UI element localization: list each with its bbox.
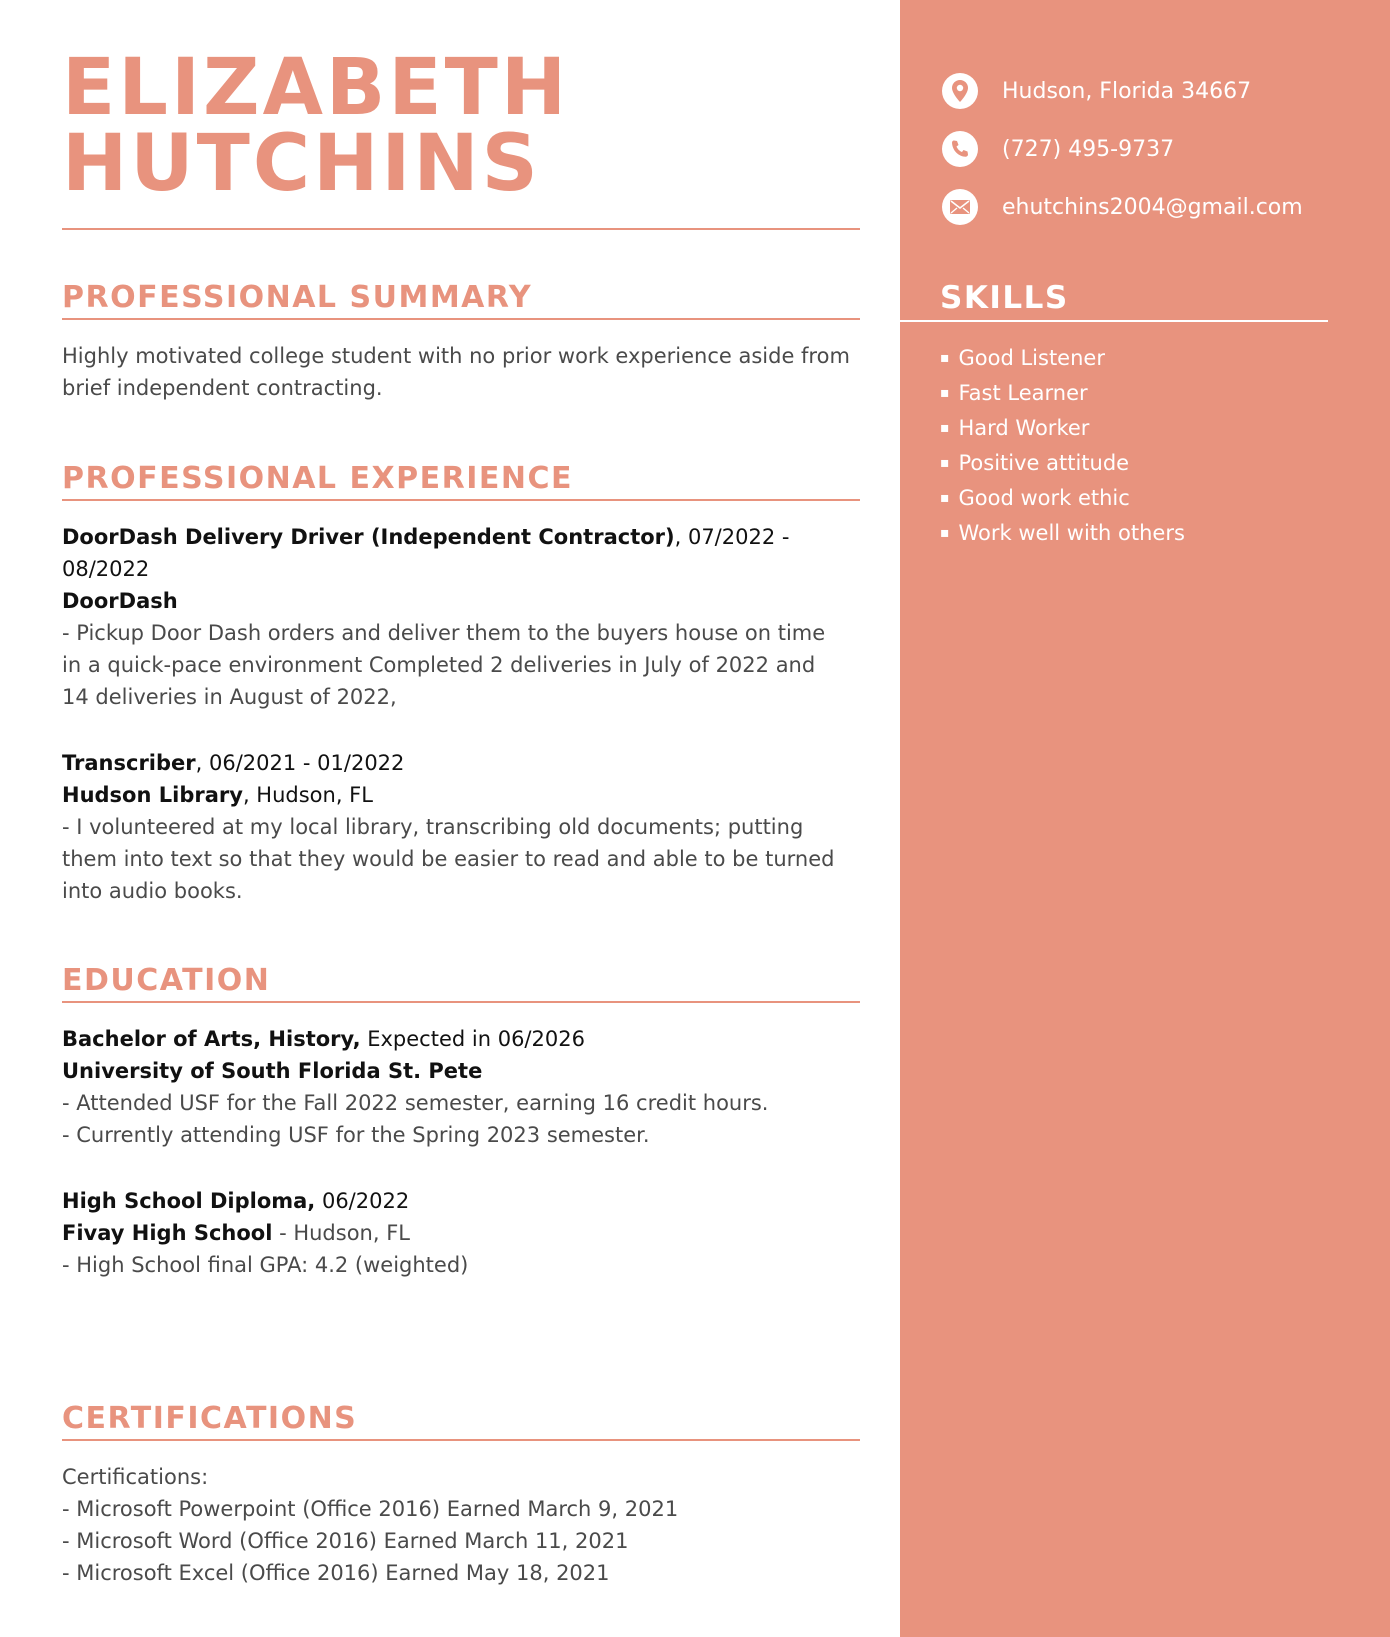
skill-item: ▪ Work well with others [940,517,1185,552]
skill-item: ▪ Positive attitude [940,447,1185,482]
job-dates: , 07/2022 - 08/2022 [62,525,790,581]
certification-line: - Microsoft Word (Office 2016) Earned March 11, 2021 [62,1529,629,1553]
education-heading [62,1185,862,1217]
summary-text: Highly motivated college student with no prior work experience aside from brief independent contracting. [62,344,850,400]
job-employer: DoorDash [62,589,178,613]
location-pin-icon [942,73,978,109]
school-name: University of South Florida St. Pete [62,1059,483,1083]
summary-title: PROFESSIONAL SUMMARY [62,280,533,315]
job-location: , Hudson, FL [242,783,373,807]
phone-icon [942,131,978,167]
skill-item: ▪ Hard Worker [940,412,1185,447]
education-detail: - Attended USF for the Fall 2022 semester, earning 16 credit hours. [62,1091,769,1115]
education-divider [62,1001,860,1003]
education-detail: - High School final GPA: 4.2 (weighted) [62,1253,469,1277]
education-entry [62,1023,862,1151]
email-text[interactable]: ehutchins2004@gmail.com [1002,194,1303,220]
school-line [62,1217,862,1249]
school-location: - Hudson, FL [272,1221,410,1245]
name-divider [62,228,860,230]
education-title: EDUCATION [62,963,271,998]
job-heading [62,747,862,779]
certifications-title: CERTIFICATIONS [62,1401,358,1436]
summary-divider [62,318,860,320]
envelope-icon [942,189,978,225]
job-role: Transcriber [62,751,196,775]
job-heading [62,521,822,585]
degree-date: 06/2022 [315,1189,410,1213]
job-entry [62,521,822,617]
contact-email [942,189,1303,225]
contact-phone [942,131,1174,167]
education-detail: - Currently attending USF for the Spring 2023 semester. [62,1123,650,1147]
skill-item: ▪ Fast Learner [940,377,1185,412]
skills-list [940,342,1185,552]
school-name: Fivay High School [62,1221,273,1245]
skill-item: ▪ Good Listener [940,342,1185,377]
job-description: - I volunteered at my local library, transcribing old documents; putting them into text so that they would be easier to read and able to be turned into audio books. [62,815,835,903]
degree-date: Expected in 06/2026 [360,1027,585,1051]
education-entry [62,1185,862,1281]
job-role: DoorDash Delivery Driver (Independent Contractor) [62,525,675,549]
degree: High School Diploma, [62,1189,316,1213]
skill-item: ▪ Good work ethic [940,482,1185,517]
certifications-divider [62,1439,860,1441]
certification-line: - Microsoft Excel (Office 2016) Earned May 18, 2021 [62,1561,610,1585]
job-employer-line [62,779,862,811]
address-text: Hudson, Florida 34667 [1002,78,1252,104]
job-employer: Hudson Library [62,783,243,807]
sidebar [900,0,1390,1637]
skills-title: SKILLS [940,280,1069,316]
certification-line: - Microsoft Powerpoint (Office 2016) Earned March 9, 2021 [62,1497,679,1521]
last-name: HUTCHINS [62,119,541,209]
job-entry [62,747,862,811]
job-description: - Pickup Door Dash orders and deliver them to the buyers house on time in a quick-pace environment Completed 2 deliveries in July of 2022 and 14 deliveries in August of 2022, [62,621,826,709]
contact-address [942,73,1251,109]
certification-line: Certifications: [62,1465,209,1489]
job-dates: , 06/2021 - 01/2022 [195,751,405,775]
education-heading [62,1023,862,1055]
certifications-list [62,1461,862,1589]
experience-divider [62,499,860,501]
full-name [62,43,570,209]
degree: Bachelor of Arts, History, [62,1027,361,1051]
phone-text: (727) 495-9737 [1002,136,1175,162]
experience-title: PROFESSIONAL EXPERIENCE [62,461,573,496]
skills-divider [900,320,1328,322]
first-name: ELIZABETH [62,43,570,133]
